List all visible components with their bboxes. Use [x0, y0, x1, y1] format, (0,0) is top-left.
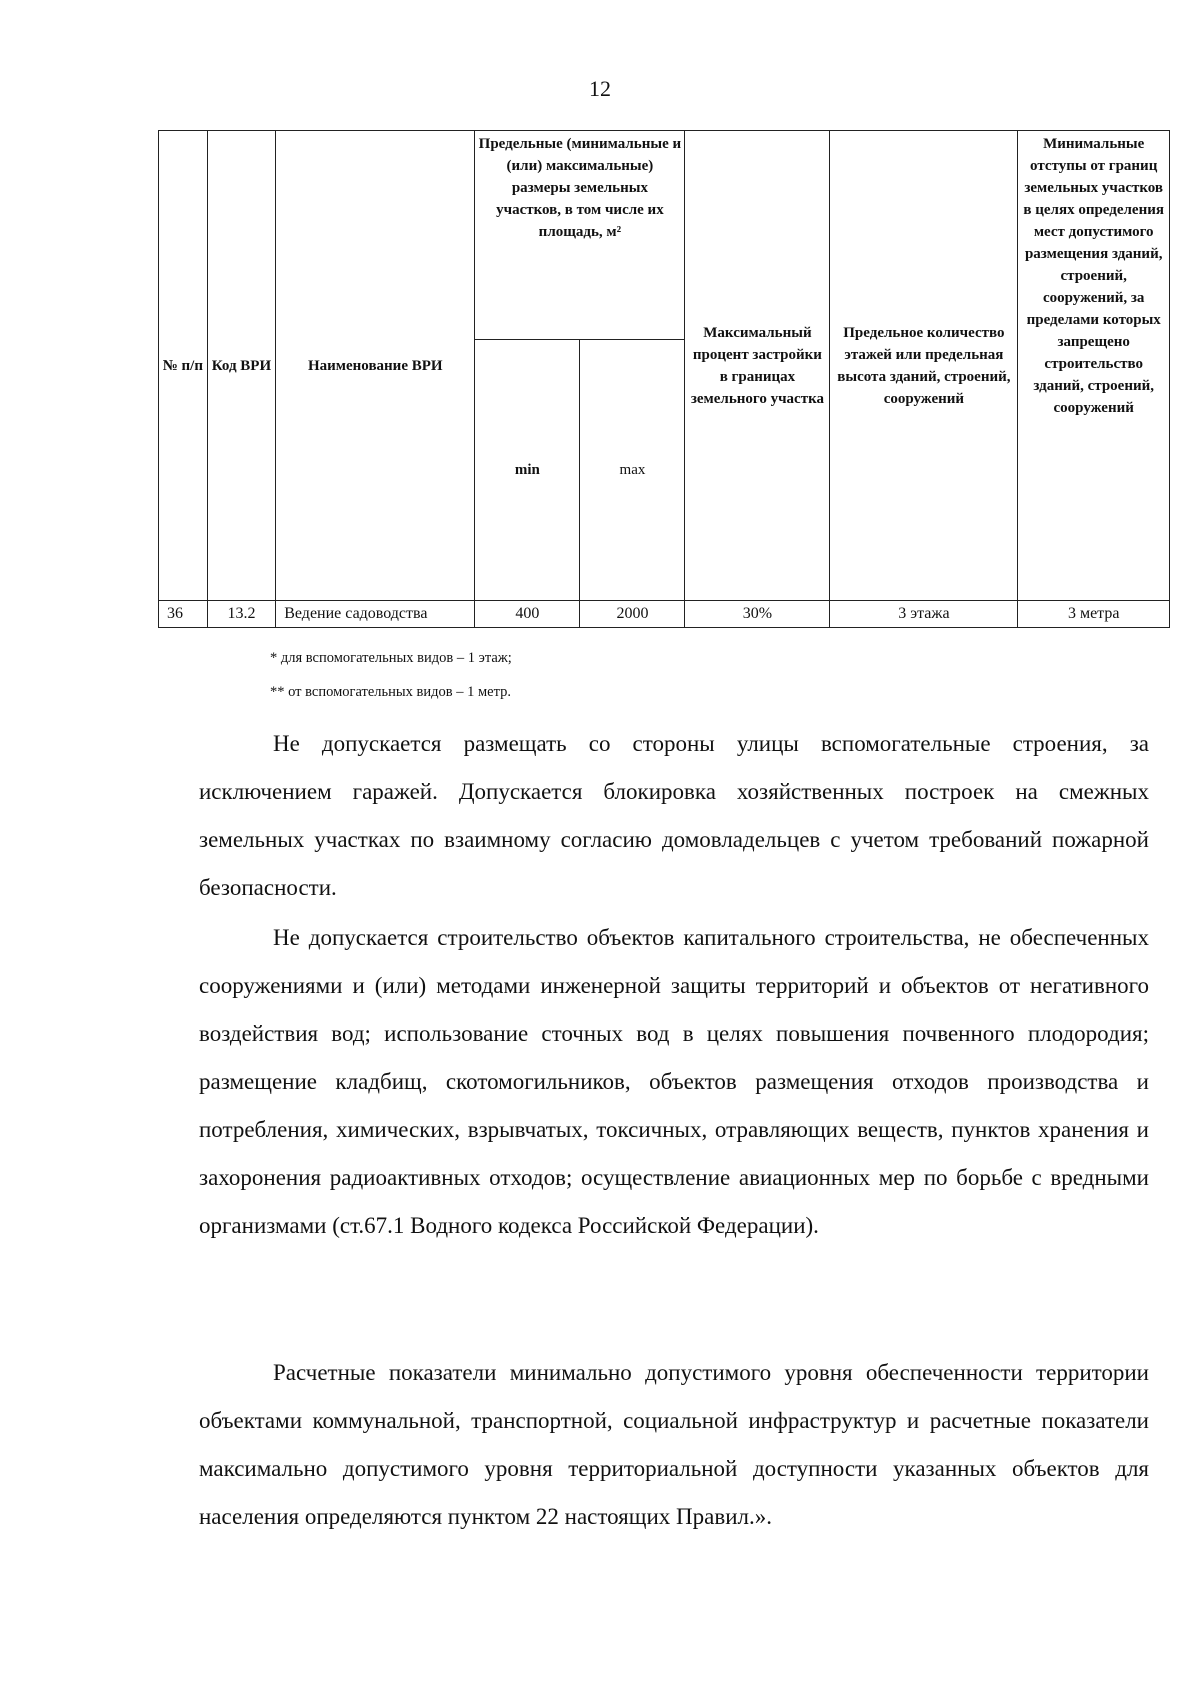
header-floors: Предельное количество этажей или предельная высота зданий, строений, сооружений: [830, 131, 1018, 601]
header-max-percent: Максимальный процент застройки в границах земельного участка: [685, 131, 830, 601]
cell-setbacks: 3 метра: [1018, 601, 1170, 628]
cell-min: 400: [475, 601, 580, 628]
cell-name: Ведение садоводства: [276, 601, 475, 628]
cell-max-percent: 30%: [685, 601, 830, 628]
cell-max: 2000: [580, 601, 685, 628]
paragraph-2: Не допускается строительство объектов капитального строительства, не обеспеченных сооружениями и (или) методами инженерной защиты территорий и объектов от негативного воздействия вод; использование сточных вод в целях повышения почвенного плодородия; размещение кладбищ, скотомогильников, объектов размещения отходов производства и потребления, химических, взрывчатых, токсичных, отравляющих веществ, пунктов хранения и захоронения радиоактивных отходов; осуществление авиационных мер по борьбе с вредными организмами (ст.67.1 Водного кодекса Российской Федерации).: [199, 925, 1149, 1238]
header-limits: Предельные (минимальные и (или) максимальные) размеры земельных участков, в том числе их площадь, м²: [475, 131, 685, 340]
header-num: № п/п: [159, 131, 208, 601]
page-number: 12: [589, 76, 611, 101]
paragraph-3: Расчетные показатели минимально допустимого уровня обеспеченности территории объектами коммунальной, транспортной, социальной инфраструктур и расчетные показатели максимально допустимого уровня территориальной доступности указанных объектов для населения определяются пунктом 22 настоящих Правил.».: [199, 1360, 1149, 1529]
header-min: min: [475, 340, 580, 601]
header-setbacks: Минимальные отступы от границ земельных участков в целях определения мест допустимого размещения зданий, строений, сооружений, за пределами которых запрещено строительство зданий, строений, сооружений: [1018, 131, 1170, 601]
footnote-2: ** от вспомогательных видов – 1 метр.: [270, 684, 511, 700]
paragraph-1: Не допускается размещать со стороны улицы вспомогательные строения, за исключением гаражей. Допускается блокировка хозяйственных построек на смежных земельных участках по взаимному согласию домовладельцев с учетом требований пожарной безопасности.: [199, 731, 1149, 900]
footnote-1: * для вспомогательных видов – 1 этаж;: [270, 650, 512, 666]
header-max: max: [580, 340, 685, 601]
regulations-table: [158, 130, 1170, 628]
header-name: Наименование ВРИ: [276, 131, 475, 601]
cell-code: 13.2: [207, 601, 276, 628]
cell-num: 36: [159, 601, 208, 628]
header-code: Код ВРИ: [207, 131, 276, 601]
cell-floors: 3 этажа: [830, 601, 1018, 628]
table-row: [159, 601, 1170, 628]
